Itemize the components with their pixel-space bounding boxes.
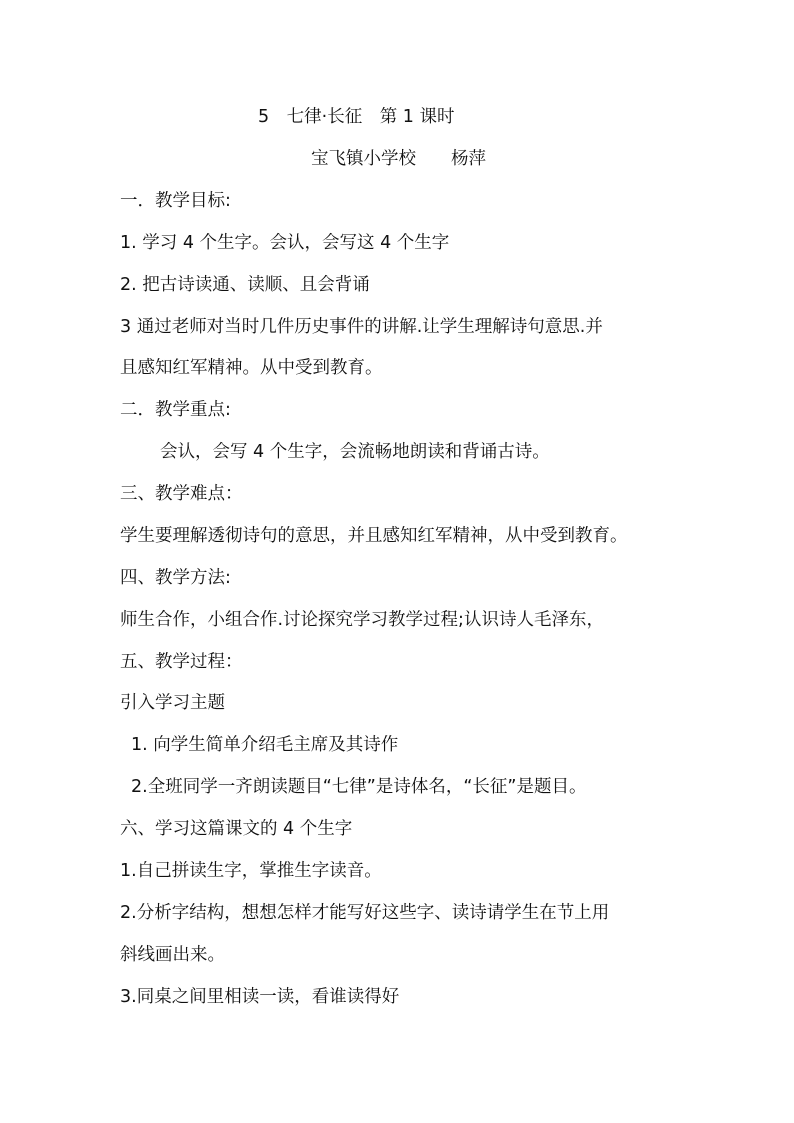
characters-step-2-line-2: 斜线画出来。 — [120, 945, 225, 965]
lesson-title: 5 七律·长征 第 1 课时 — [258, 107, 455, 127]
author-line: 宝飞镇小学校 杨萍 — [311, 149, 486, 169]
characters-heading: 六、学习这篇课文的 4 个生字 — [120, 819, 353, 839]
difficulties-text: 学生要理解透彻诗句的意思，并且感知红军精神，从中受到教育。 — [120, 526, 628, 546]
key-points-heading: 二．教学重点: — [120, 400, 231, 420]
methods-text: 师生合作，小组合作.讨论探究学习教学过程;认识诗人毛泽东， — [120, 610, 604, 630]
process-intro: 引入学习主题 — [120, 693, 225, 713]
methods-heading: 四、教学方法: — [120, 568, 231, 588]
objective-item-3-line-2: 且感知红军精神。从中受到教育。 — [120, 358, 383, 378]
process-step-2: 2.全班同学一齐朗读题目“七律”是诗体名，“长征”是题目。 — [131, 777, 587, 797]
difficulties-heading: 三、教学难点： — [120, 484, 243, 504]
characters-step-1: 1.自己拼读生字，掌推生字读音。 — [120, 861, 382, 881]
characters-step-3: 3.同桌之间里相读一读，看谁读得好 — [120, 987, 400, 1007]
process-step-1: 1. 向学生简单介绍毛主席及其诗作 — [131, 735, 399, 755]
objectives-heading: 一．教学目标: — [120, 191, 231, 211]
objective-item-3-line-1: 3 通过老师对当时几件历史事件的讲解.让学生理解诗句意思.并 — [120, 317, 603, 337]
process-heading: 五、教学过程： — [120, 652, 243, 672]
key-points-text: 会认，会写 4 个生字，会流畅地朗读和背诵古诗。 — [160, 442, 550, 462]
objective-item-1: 1. 学习 4 个生字。会认，会写这 4 个生字 — [120, 233, 450, 253]
characters-step-2-line-1: 2.分析字结构，想想怎样才能写好这些字、读诗请学生在节上用 — [120, 903, 610, 923]
objective-item-2: 2. 把古诗读通、读顺、且会背诵 — [120, 275, 370, 295]
